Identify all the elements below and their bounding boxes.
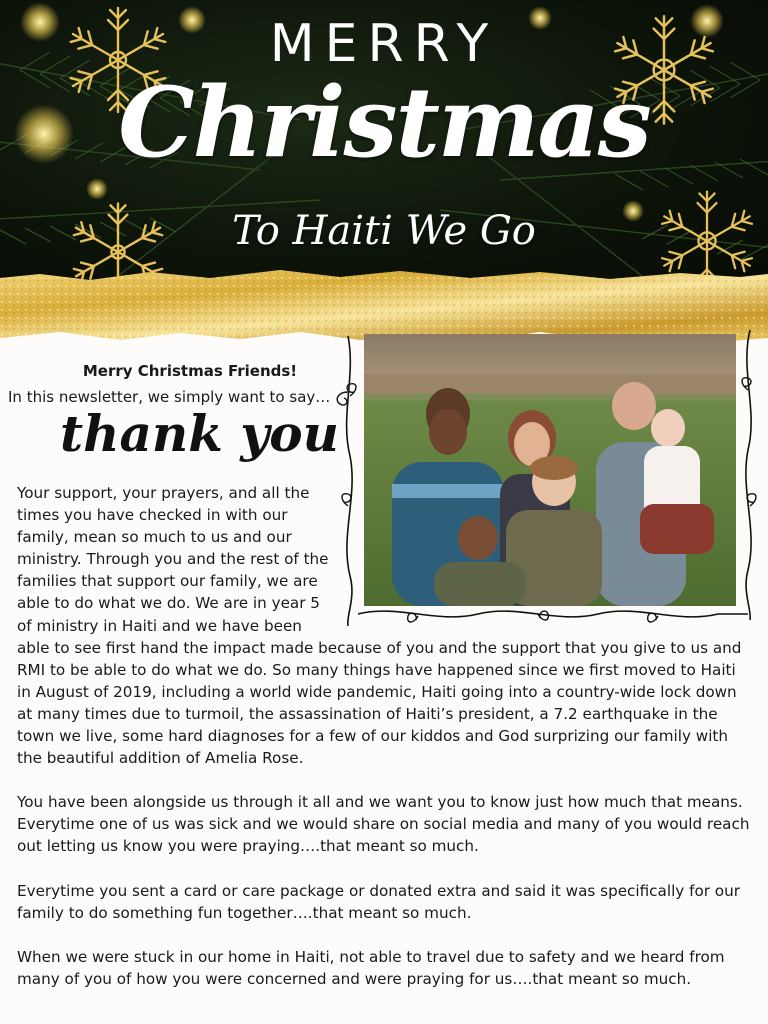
body-paragraph: When we were stuck in our home in Haiti, not able to travel due to safety and we heard from many of you of how you were concerned and were praying for us….that meant so much. — [17, 947, 725, 988]
body-paragraph: Your support, your prayers, and all the times you have checked in with our family, mean so much to us and our ministry. Through you and the rest of the families that support our family, we are able to do what we do. We are in year 5 of ministry in Haiti and we have been able to see first hand the impact made because of you and the support that you give to us and RMI to be able to do what we do. So many things have happened since we first moved to Haiti in August of 2019, including a world wide pandemic, Haiti going into a country-wide lock down at many times due to turmoil, the assassination of Haiti’s president, a 7.2 earthquake in the town we live, some hard diagnoses for a few of our kiddos and God surprizing our family with the beautiful addition of Amelia Rose. — [17, 484, 742, 768]
body-paragraph: You have been alongside us through it all and we want you to know just how much that means. Everytime one of us was sick and we would share on social media and many of you would reach out letting us know you were praying….that meant so much. — [17, 793, 750, 856]
title-merry: MERRY — [269, 14, 499, 74]
greeting-heading: Merry Christmas Friends! — [82, 362, 298, 380]
intro-line: In this newsletter, we simply want to say… — [8, 388, 331, 406]
thank-you-script: thank you — [60, 404, 340, 463]
body-paragraph: Everytime you sent a card or care package or donated extra and said it was specifically for our family to do something fun together….that meant so much. — [17, 881, 740, 922]
vine-swirl-intro — [322, 388, 352, 412]
newsletter-body — [17, 482, 753, 1012]
header-banner — [0, 0, 768, 290]
title-christmas: Christmas — [118, 66, 650, 179]
subtitle: To Haiti We Go — [232, 208, 536, 254]
